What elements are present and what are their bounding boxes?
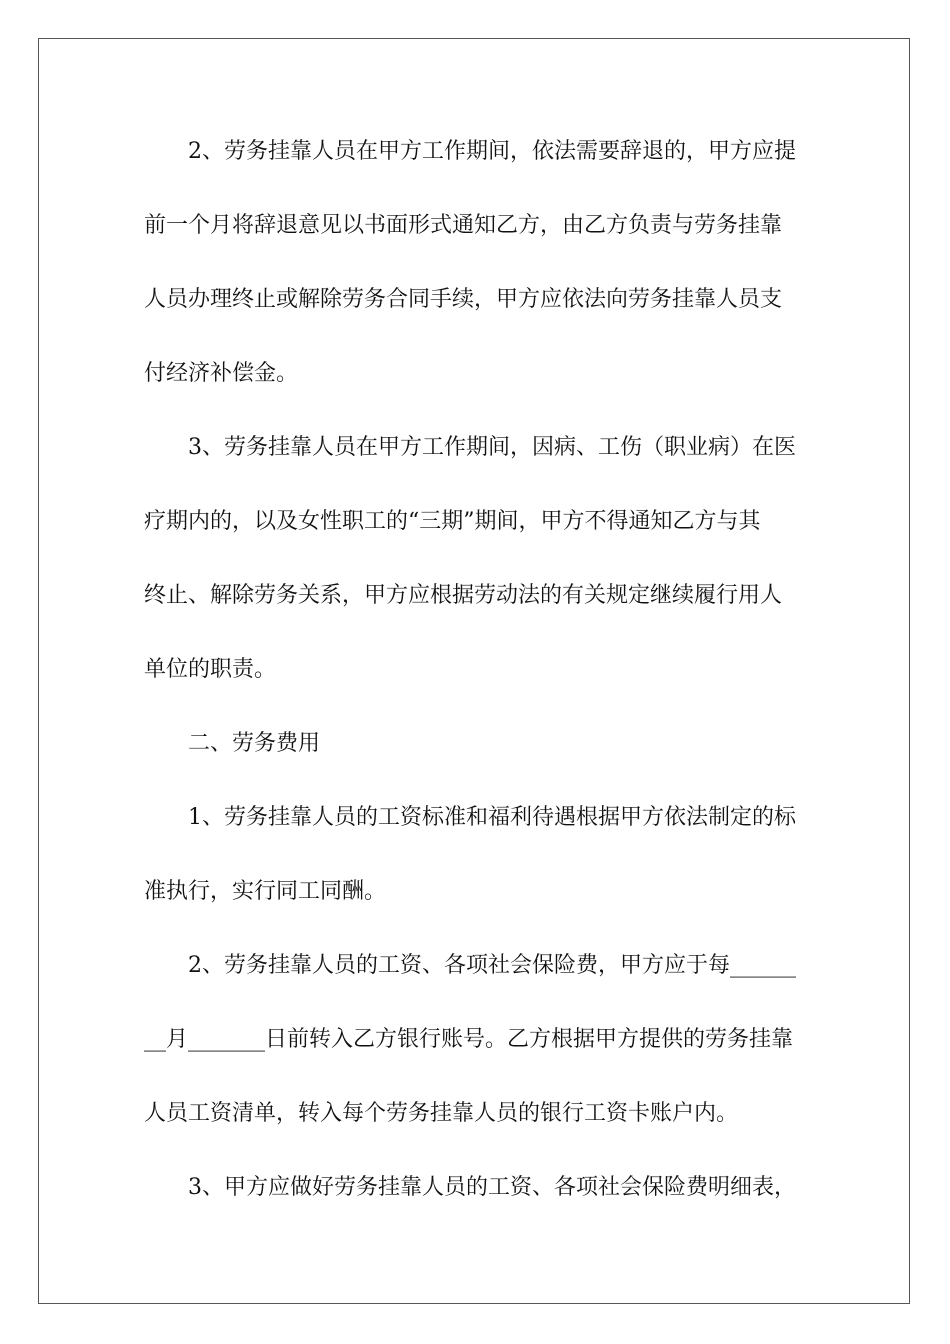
section-heading: 二、劳务费用 [188, 731, 321, 756]
paragraph-line: 单位的职责。 [144, 657, 277, 682]
paragraph-line: 2、劳务挂靠人员的工资、各项社会保险费，甲方应于每______ [188, 953, 796, 978]
paragraph-line: 人员工资清单，转入每个劳务挂靠人员的银行工资卡账户内。 [144, 1101, 739, 1126]
paragraph-line: 2、劳务挂靠人员在甲方工作期间，依法需要辞退的，甲方应提 [188, 139, 796, 164]
paragraph-line: 人员办理终止或解除劳务合同手续，甲方应依法向劳务挂靠人员支 [144, 287, 783, 312]
paragraph-line: __月_______日前转入乙方银行账号。乙方根据甲方提供的劳务挂靠 [144, 1027, 794, 1052]
paragraph-line: 前一个月将辞退意见以书面形式通知乙方，由乙方负责与劳务挂靠 [144, 213, 783, 238]
paragraph-line: 终止、解除劳务关系，甲方应根据劳动法的有关规定继续履行用人 [144, 583, 783, 608]
paragraph-line: 3、劳务挂靠人员在甲方工作期间，因病、工伤（职业病）在医 [188, 435, 796, 460]
paragraph-line: 1、劳务挂靠人员的工资标准和福利待遇根据甲方依法制定的标 [188, 805, 796, 830]
paragraph-line: 3、甲方应做好劳务挂靠人员的工资、各项社会保险费明细表， [188, 1175, 796, 1200]
document-body [144, 130, 806, 1240]
paragraph-line: 疗期内的，以及女性职工的“三期”期间，甲方不得通知乙方与其 [144, 509, 761, 534]
paragraph-line: 准执行，实行同工同酬。 [144, 879, 387, 904]
paragraph-line: 付经济补偿金。 [144, 361, 299, 386]
